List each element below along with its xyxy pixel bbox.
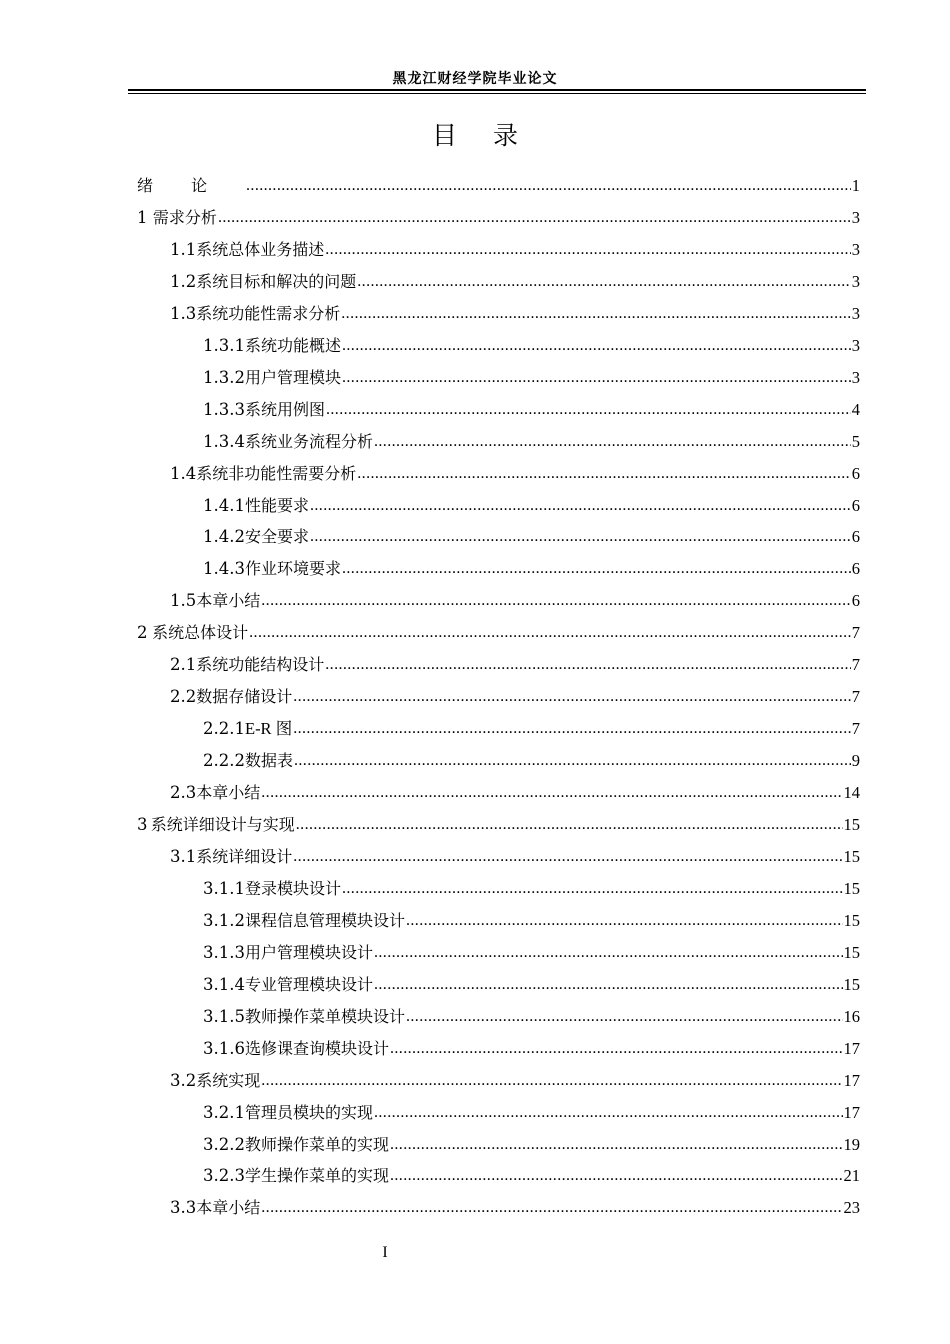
toc-entry-number: 3.1.6 [203, 1038, 245, 1058]
toc-leader-dots [218, 202, 851, 234]
toc-leader-dots [246, 170, 851, 202]
toc-entry-page: 3 [851, 303, 860, 323]
toc-entry[interactable] [170, 841, 860, 873]
toc-entry-page: 15 [843, 815, 860, 834]
toc-entry-label: 安全要求 [244, 527, 309, 547]
toc-entry-label: E-R 图 [244, 719, 293, 739]
toc-entry-number: 3.1.3 [203, 942, 245, 962]
toc-entry[interactable] [170, 298, 860, 330]
toc-entry-number: 1.5 [170, 591, 197, 611]
toc-leader-dots [296, 809, 843, 841]
toc-entry-label: 学生操作菜单的实现 [244, 1166, 389, 1186]
toc-entry[interactable] [170, 649, 860, 681]
toc-entry-number: 2.3 [170, 783, 197, 803]
toc-entry-number: 2.2 [170, 687, 197, 707]
toc-entry-label: 性能要求 [244, 495, 309, 515]
toc-leader-dots [374, 1097, 843, 1129]
toc-entry[interactable] [170, 681, 860, 713]
toc-entry[interactable] [203, 969, 860, 1001]
toc-entry-label: 系统目标和解决的问题 [196, 271, 357, 291]
toc-entry-number: 3.1 [170, 846, 197, 866]
toc-entry[interactable] [203, 394, 860, 426]
toc-entry-number: 3 [137, 815, 148, 834]
toc-entry-number: 1.3 [170, 303, 197, 323]
toc-entry-page: 1 [851, 176, 860, 195]
toc-entry-label: 用户管理模块 [244, 367, 341, 387]
toc-leader-dots [293, 713, 851, 745]
toc-leader-dots [342, 362, 851, 394]
toc-entry-page: 16 [843, 1006, 860, 1026]
toc-entry-number: 1.3.1 [203, 335, 245, 355]
toc-entry-number: 3.2.2 [203, 1134, 245, 1154]
page-number: I [382, 1244, 388, 1261]
toc-leader-dots [406, 1001, 843, 1033]
toc-entry-page: 3 [851, 239, 860, 259]
toc-entry-label: 系统业务流程分析 [244, 431, 373, 451]
toc-entry-page: 17 [843, 1038, 860, 1058]
toc-entry-number: 1.4.1 [203, 495, 245, 515]
toc-leader-dots [341, 298, 850, 330]
toc-entry-page: 3 [851, 271, 860, 291]
toc-entry[interactable] [170, 585, 860, 617]
toc-entry-label: 作业环境要求 [244, 559, 341, 579]
toc-entry[interactable] [203, 330, 860, 362]
toc-entry-label: 系统功能性需求分析 [196, 303, 341, 323]
toc-entry[interactable] [203, 1160, 860, 1192]
toc-entry-number: 2 [137, 623, 148, 643]
toc-entry[interactable] [203, 873, 860, 905]
toc-entry[interactable] [203, 553, 860, 585]
toc-entry-label: 系统总体设计 [152, 623, 249, 643]
toc-entry-number: 3.3 [170, 1198, 197, 1218]
toc-entry-page: 7 [851, 623, 860, 643]
toc-leader-dots [374, 937, 843, 969]
toc-entry[interactable] [203, 1001, 860, 1033]
toc-entry-number: 3.1.1 [203, 878, 245, 898]
toc-title: 目录 [431, 121, 554, 150]
toc-entry-page: 6 [851, 527, 860, 547]
toc-entry[interactable] [203, 745, 860, 777]
toc-leader-dots [261, 777, 842, 809]
toc-leader-dots [357, 266, 850, 298]
toc-entry-number: 3.1.4 [203, 974, 245, 994]
toc-entry-number: 1.4 [170, 463, 197, 483]
toc-leader-dots [310, 490, 851, 522]
toc-entry-label: 系统用例图 [244, 399, 325, 419]
toc-entry[interactable] [137, 617, 860, 649]
toc-entry-page: 3 [851, 335, 860, 355]
toc-entry[interactable] [203, 713, 860, 745]
toc-entry[interactable] [137, 809, 860, 841]
toc-entry-page: 6 [851, 463, 860, 483]
toc-entry-label: 系统实现 [196, 1070, 261, 1090]
toc-entry-number: 3.1.2 [203, 910, 245, 930]
toc-entry-label: 本章小结 [196, 1198, 261, 1218]
toc-entry[interactable] [203, 1129, 860, 1161]
toc-entry-page: 23 [843, 1198, 860, 1218]
toc-entry-page: 17 [843, 1070, 860, 1090]
toc-entry-page: 7 [851, 687, 860, 707]
toc-entry-number: 1.3.4 [203, 431, 245, 451]
toc-entry-label: 教师操作菜单的实现 [244, 1134, 389, 1154]
toc-entry-page: 6 [851, 495, 860, 515]
toc-entry-label: 专业管理模块设计 [244, 974, 373, 994]
toc-entry-label: 数据表 [244, 751, 293, 771]
toc-entry-page: 15 [843, 942, 860, 962]
toc-entry[interactable] [170, 458, 860, 490]
toc-entry-label: 系统总体业务描述 [196, 239, 325, 259]
toc-entry-number: 3.2.3 [203, 1166, 245, 1186]
toc-entry-number: 2.2.2 [203, 751, 245, 771]
toc-entry-page: 21 [843, 1166, 860, 1186]
toc-entry-page: 4 [851, 399, 860, 419]
toc-entry[interactable] [170, 1192, 860, 1224]
toc-entry-number: 1.2 [170, 271, 197, 291]
toc-entry-number: 3.1.5 [203, 1006, 245, 1026]
toc-entry-number: 1.3.3 [203, 399, 245, 419]
toc-entry-page: 15 [843, 846, 860, 866]
toc-leader-dots [293, 841, 842, 873]
toc-entry-page: 3 [851, 207, 860, 227]
toc-leader-dots [325, 649, 850, 681]
toc-leader-dots [261, 1065, 842, 1097]
toc-leader-dots [326, 394, 851, 426]
toc-leader-dots [390, 1129, 843, 1161]
toc-entry[interactable] [203, 905, 860, 937]
toc-leader-dots [406, 905, 843, 937]
toc-entry-page: 15 [843, 878, 860, 898]
toc-entry-page: 3 [851, 367, 860, 387]
toc-entry-label: 用户管理模块设计 [244, 942, 373, 962]
toc-entry-label: 选修课查询模块设计 [244, 1038, 389, 1058]
toc-entry[interactable] [137, 170, 860, 202]
toc-leader-dots [261, 585, 850, 617]
toc-entry-label: 本章小结 [196, 591, 261, 611]
toc-entry-number: 2.1 [170, 655, 197, 675]
toc-leader-dots [374, 969, 843, 1001]
toc-entry-page: 7 [851, 719, 860, 739]
toc-entry-label: 系统详细设计与实现 [150, 815, 295, 834]
toc-entry-label: 系统功能结构设计 [196, 655, 325, 675]
toc-entry-page: 6 [851, 591, 860, 611]
toc-entry-page: 15 [843, 974, 860, 994]
toc-entry[interactable] [203, 490, 860, 522]
toc-leader-dots [325, 234, 850, 266]
toc-entry[interactable] [203, 362, 860, 394]
toc-entry-number: 1.1 [170, 239, 197, 259]
toc-leader-dots [357, 458, 850, 490]
toc-leader-dots [249, 617, 851, 649]
toc-entry-label: 数据存储设计 [196, 687, 293, 707]
toc-entry[interactable] [170, 266, 860, 298]
toc-leader-dots [293, 681, 850, 713]
toc-entry-number: 3.2.1 [203, 1102, 245, 1122]
toc-entry[interactable] [137, 202, 860, 234]
toc-entry-page: 14 [843, 783, 860, 803]
toc-leader-dots [374, 426, 851, 458]
toc-entry[interactable] [203, 1097, 860, 1129]
toc-entry-number: 1.3.2 [203, 367, 245, 387]
toc-entry-number: 1 [137, 207, 148, 227]
toc-entry-page: 9 [851, 751, 860, 771]
toc-leader-dots [294, 745, 851, 777]
toc-entry-label: 系统功能概述 [244, 335, 341, 355]
page-header-title: 黑龙江财经学院毕业论文 [392, 71, 558, 87]
toc-entry-number: 1.4.3 [203, 559, 245, 579]
toc-entry[interactable] [203, 426, 860, 458]
toc-entry[interactable] [203, 521, 860, 553]
toc-entry-label: 本章小结 [196, 783, 261, 803]
toc-entry[interactable] [203, 1033, 860, 1065]
toc-entry-label: 课程信息管理模块设计 [244, 910, 405, 930]
toc-entry-number: 3.2 [170, 1070, 197, 1090]
toc-entry-page: 5 [851, 431, 860, 451]
toc-leader-dots [390, 1033, 843, 1065]
toc-leader-dots [310, 521, 851, 553]
toc-entry-number: 1.4.2 [203, 527, 245, 547]
toc-entry[interactable] [170, 1065, 860, 1097]
toc-entry-page: 17 [843, 1102, 860, 1122]
toc-entry-label: 绪论 [137, 176, 246, 195]
toc-entry-label: 教师操作菜单模块设计 [244, 1006, 405, 1026]
header-rule-thick [128, 89, 866, 91]
toc-leader-dots [390, 1160, 843, 1192]
toc-entry-label: 系统非功能性需要分析 [196, 463, 357, 483]
toc-leader-dots [342, 873, 843, 905]
toc-leader-dots [261, 1192, 842, 1224]
toc-entry-number: 2.2.1 [203, 719, 245, 739]
toc-entry[interactable] [170, 234, 860, 266]
toc-entry-page: 15 [843, 910, 860, 930]
toc-entry-page: 7 [851, 655, 860, 675]
toc-entry-page: 6 [851, 559, 860, 579]
toc-entry-label: 需求分析 [152, 207, 217, 227]
toc-entry-label: 管理员模块的实现 [244, 1102, 373, 1122]
toc-entry-page: 19 [843, 1134, 860, 1154]
toc-entry-label: 登录模块设计 [244, 878, 341, 898]
toc-entry[interactable] [203, 937, 860, 969]
toc-entry[interactable] [170, 777, 860, 809]
toc-entry-label: 系统详细设计 [196, 846, 293, 866]
toc-leader-dots [342, 330, 851, 362]
toc-leader-dots [342, 553, 851, 585]
header-rule-thin [128, 93, 866, 94]
